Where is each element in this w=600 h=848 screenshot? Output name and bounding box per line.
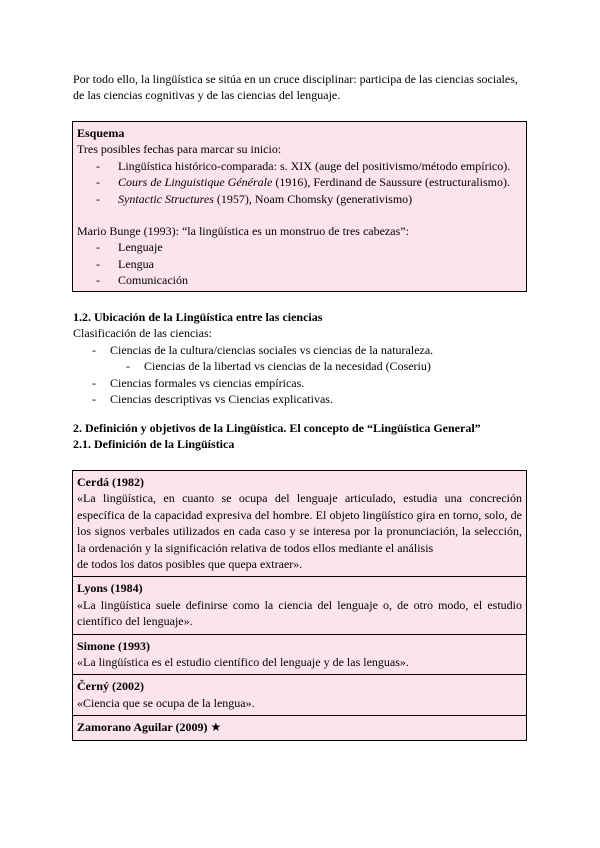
bunge-item-1	[77, 239, 522, 255]
section-1-2-heading: 1.2. Ubicación de la Lingüística entre las ciencias	[73, 310, 323, 324]
definition-author: Černý (2002)	[77, 679, 144, 694]
list-dash: -	[96, 240, 100, 255]
bunge-item-1-text: Lenguaje	[118, 240, 163, 255]
esquema-item-1	[77, 158, 522, 174]
esquema-item-1-text: Lingüística histórico-comparada: s. XIX (auge del positivismo/método empírico).	[118, 158, 511, 173]
classification-item-1-text: Ciencias de la cultura/ciencias sociales vs ciencias de la naturaleza.	[110, 342, 434, 357]
definition-text: «Ciencia que se ocupa de la lengua».	[77, 695, 255, 710]
definition-cell	[73, 577, 526, 634]
bunge-item-3-text: Comunicación	[118, 273, 188, 288]
classification-subitem-1-text: Ciencias de la libertad vs ciencias de la necesidad (Coseriu)	[144, 359, 431, 374]
classification-item-3	[73, 391, 533, 407]
definition-text: «La lingüística suele definirse como la ciencia del lenguaje o, de otro modo, el estudio científico del lenguaje».	[77, 597, 522, 629]
bunge-quote: Mario Bunge (1993): “la lingüística es un monstruo de tres cabezas”:	[77, 224, 409, 239]
definition-author: Simone (1993)	[77, 638, 150, 653]
list-dash: -	[92, 375, 96, 390]
section-2-1-heading: 2.1. Definición de la Lingüística	[73, 437, 235, 452]
section-2-heading: 2. Definición y objetivos de la Lingüística. El concepto de “Lingüística General”	[73, 421, 481, 435]
classification-subitem-1	[73, 358, 533, 374]
definition-text: «La lingüística, en cuanto se ocupa del lenguaje articulado, estudia una concreción específica de la capacidad expresiva del hombre. El objeto lingüístico gira en torno, solo, de los signos verbales utilizados en cada caso y se interesa por la pronunciación, la selección, la ordenación y la significación relativa de todos ellos mediante el análisis	[77, 491, 522, 555]
classification-item-1	[73, 342, 533, 358]
definition-cell	[73, 471, 526, 577]
section-1-2	[73, 309, 533, 407]
definition-author: Cerdá (1982)	[77, 475, 144, 489]
list-dash: -	[96, 191, 100, 206]
definition-author: Zamorano Aguilar (2009)	[77, 720, 208, 735]
list-dash: -	[96, 256, 100, 271]
esquema-item-3-title: Syntactic Structures	[118, 191, 214, 206]
list-dash: -	[96, 175, 100, 190]
bunge-item-2-text: Lengua	[118, 256, 154, 271]
classification-item-2	[73, 375, 533, 391]
esquema-box	[72, 121, 527, 292]
definition-author-line	[77, 719, 522, 735]
definitions-table	[72, 470, 527, 741]
esquema-intro: Tres posibles fechas para marcar su inicio:	[77, 142, 282, 157]
list-dash: -	[96, 158, 100, 173]
definition-cell	[73, 635, 526, 676]
definition-cell	[73, 675, 526, 716]
list-dash: -	[92, 392, 96, 407]
esquema-item-2-text: (1916), Ferdinand de Saussure (estructuralismo).	[272, 175, 510, 190]
classification-item-3-text: Ciencias descriptivas vs Ciencias explicativas.	[110, 392, 333, 407]
definition-author: Lyons (1984)	[77, 581, 143, 596]
intro-line-1: Por todo ello, la lingüística se sitúa en un cruce disciplinar: participa de las ciencias sociales,	[73, 72, 518, 86]
section-2	[73, 420, 543, 453]
list-dash: -	[96, 273, 100, 288]
classification-item-2-text: Ciencias formales vs ciencias empíricas.	[110, 375, 305, 390]
definition-cell	[73, 716, 526, 739]
esquema-item-3-text: (1957), Noam Chomsky (generativismo)	[213, 191, 413, 206]
esquema-item-2	[77, 174, 522, 190]
star-icon: ★	[210, 720, 222, 735]
definition-text-tail: de todos los datos posibles que quepa extraer».	[77, 557, 303, 572]
esquema-item-2-title: Cours de Linguistique Générale	[118, 175, 273, 190]
intro-paragraph	[73, 71, 533, 104]
definition-text: «La lingüística es el estudio científico del lenguaje y de las lenguas».	[77, 655, 409, 670]
esquema-item-3	[77, 191, 522, 207]
intro-line-2: de las ciencias cognitivas y de las ciencias del lenguaje.	[73, 88, 341, 103]
list-dash: -	[92, 342, 96, 357]
esquema-title: Esquema	[77, 126, 125, 140]
bunge-item-2	[77, 256, 522, 272]
section-1-2-intro: Clasificación de las ciencias:	[73, 326, 212, 341]
list-dash: -	[126, 359, 130, 374]
bunge-item-3	[77, 272, 522, 288]
